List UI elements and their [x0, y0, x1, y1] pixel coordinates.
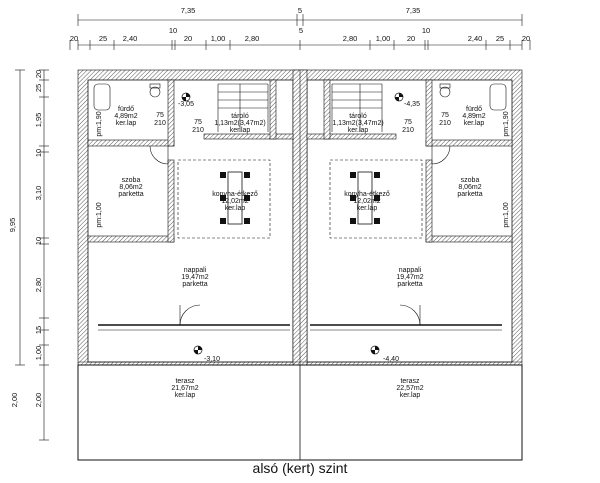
- right-nappali-area: 19,47m2: [396, 274, 424, 281]
- right-taroló-name: tároló: [349, 113, 367, 120]
- left-szoba-area: 8,06m2: [119, 184, 143, 191]
- dim-detail-10: 20: [406, 34, 416, 43]
- dim-detail-12: 2,40: [467, 34, 483, 43]
- dim-top-mid: 5: [297, 6, 303, 15]
- left-konyha-area: 12,02m2: [221, 198, 249, 205]
- dim-detail-1: 25: [98, 34, 108, 43]
- dim-detail-6: 2,80: [244, 34, 260, 43]
- right-terasz-floor: ker.lap: [399, 392, 421, 399]
- left-szoba-name: szoba: [121, 177, 141, 184]
- dim-top-right: 7,35: [405, 6, 421, 15]
- left-nappali-area: 19,47m2: [181, 274, 209, 281]
- dim-left-3: 10: [34, 148, 43, 158]
- left-dimensions: [8, 70, 49, 440]
- left-konyha-floor: ker.lap: [224, 205, 246, 212]
- left-terasz-floor: ker.lap: [174, 392, 196, 399]
- dim-detail-9: 1,00: [375, 34, 391, 43]
- dim-left-5: 10: [34, 236, 43, 246]
- dim-left-2: 1,95: [34, 112, 43, 128]
- dim-detail-8: 2,80: [342, 34, 358, 43]
- right-nappali-floor: parketta: [397, 281, 423, 288]
- right-furdo-door-w: 75: [441, 112, 449, 119]
- left-furdo-area: 4,89m2: [114, 113, 138, 120]
- left-furdo-door-h: 210: [154, 120, 166, 127]
- left-taroló-area: 1,13m2(3,47m2): [214, 120, 266, 127]
- left-konyha-name: konyha-étkező: [212, 191, 258, 198]
- left-taroló-name: tároló: [231, 113, 249, 120]
- right-terasz-area: 22,57m2: [396, 385, 424, 392]
- dim-detail-13: 25: [495, 34, 505, 43]
- left-furdo-floor: ker.lap: [115, 120, 137, 127]
- right-taroló-floor: ker.lap: [347, 127, 369, 134]
- dim-detail-3: 10: [168, 26, 178, 35]
- left-taroló-door-w: 75: [194, 119, 202, 126]
- left-taroló-door-h: 210: [192, 127, 204, 134]
- right-taroló-door-h: 210: [402, 127, 414, 134]
- dim-detail-7: 5: [298, 26, 304, 35]
- dim-left-0: 20: [34, 69, 43, 79]
- left-terasz-name: terasz: [175, 378, 195, 385]
- left-furdo-door-w: 75: [156, 112, 164, 119]
- right-furdo-floor: ker.lap: [463, 120, 485, 127]
- dim-detail-0: 20: [69, 34, 79, 43]
- dim-left-1: 25: [34, 83, 43, 93]
- left-pm-szoba: pm:1,00: [96, 202, 103, 228]
- dim-detail-2: 2,40: [122, 34, 138, 43]
- dim-detail-14: 20: [521, 34, 531, 43]
- dim-detail-4: 20: [183, 34, 193, 43]
- left-taroló-floor: ker.lap: [229, 127, 251, 134]
- right-konyha-name: konyha-étkező: [344, 191, 390, 198]
- right-szoba-floor: parketta: [457, 191, 483, 198]
- dim-left-10: 2,00: [34, 392, 43, 408]
- right-furdo-area: 4,89m2: [462, 113, 486, 120]
- left-pm-furdo: pm:1,90: [96, 111, 103, 137]
- left-nappali-name: nappali: [183, 267, 207, 274]
- right-pm-szoba: pm:1,00: [503, 202, 510, 228]
- dim-detail-11: 10: [421, 26, 431, 35]
- right-szoba-name: szoba: [460, 177, 480, 184]
- dim-detail-5: 1,00: [210, 34, 226, 43]
- dim-left-6: 2,80: [34, 277, 43, 293]
- right-konyha-floor: ker.lap: [356, 205, 378, 212]
- right-taroló-area: 1,13m2(3,47m2): [332, 120, 384, 127]
- drawing-caption: alsó (kert) szint: [252, 460, 348, 476]
- dim-left-total: 9,95: [8, 217, 17, 233]
- left-furdo-name: fürdő: [118, 106, 134, 113]
- right-terasz-name: terasz: [400, 378, 420, 385]
- left-terasz-area: 21,67m2: [171, 385, 199, 392]
- level-left: -3,05: [178, 101, 194, 108]
- right-taroló-door-w: 75: [404, 119, 412, 126]
- level-right: -4,35: [404, 101, 420, 108]
- dim-left-9: 2,00: [10, 392, 19, 408]
- building-walls: [78, 70, 522, 460]
- right-terrace-level: -4,40: [383, 356, 399, 363]
- right-furdo-name: fürdő: [466, 106, 482, 113]
- right-szoba-area: 8,06m2: [458, 184, 482, 191]
- left-terrace-level: -3,10: [204, 356, 220, 363]
- dim-left-8: 1,00: [34, 345, 43, 361]
- right-pm-furdo: pm:1,90: [503, 111, 510, 137]
- right-nappali-name: nappali: [398, 267, 422, 274]
- left-szoba-floor: parketta: [118, 191, 144, 198]
- dim-top-left: 7,35: [180, 6, 196, 15]
- top-dimensions: [70, 6, 530, 50]
- dim-left-4: 3,10: [34, 185, 43, 201]
- dim-left-7: 15: [34, 325, 43, 335]
- right-furdo-door-h: 210: [439, 120, 451, 127]
- right-konyha-area: 12,02m2: [353, 198, 381, 205]
- left-nappali-floor: parketta: [182, 281, 208, 288]
